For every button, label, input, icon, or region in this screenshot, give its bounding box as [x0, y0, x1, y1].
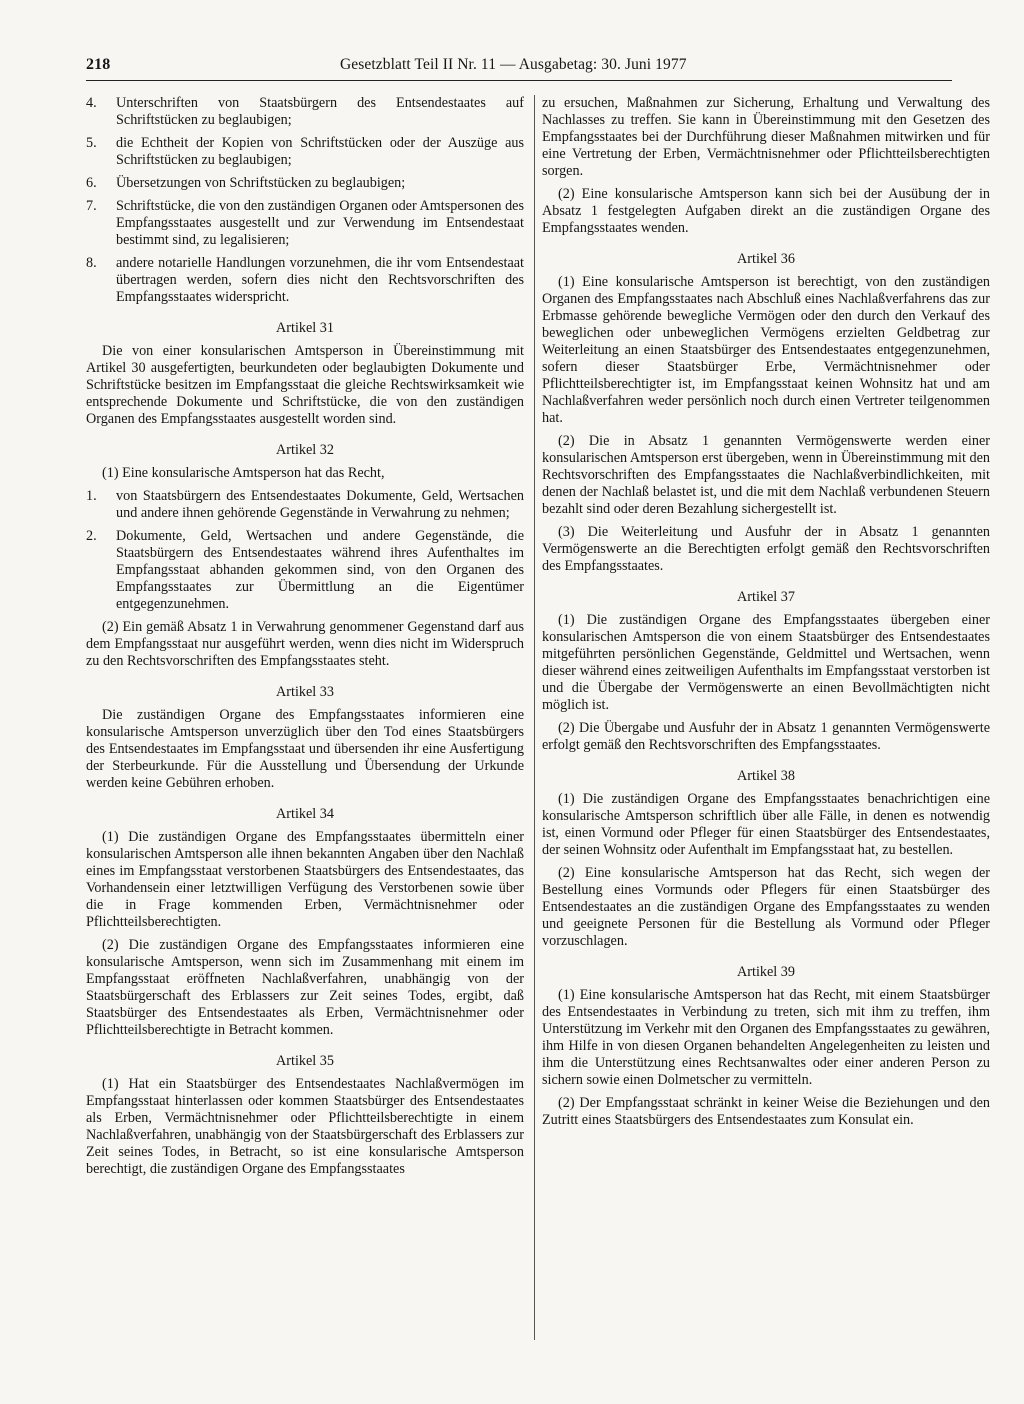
article-heading: Artikel 34 [276, 806, 334, 822]
paragraph: Die von einer konsularischen Amtsperson in Übereinstimmung mit Artikel 30 ausgefertigten, beurkundeten oder beglaubigten Dokumente und Schriftstücke besitzen im Empfangsstaat die gleiche Rechtswirksamkeit wie entsprechende Dokumente und Schriftstücke, die von den zuständigen Organen des Empfangsstaates ausgestellt worden sind. [86, 343, 524, 427]
article-heading: Artikel 36 [737, 251, 795, 267]
page-number: 218 [86, 56, 111, 73]
paragraph: (3) Die Weiterleitung und Ausfuhr der in Absatz 1 genannten Vermögenswerte an die Berechtigten erfolgt gemäß den Rechtsvorschriften des Empfangsstaates. [542, 524, 990, 574]
page-header [86, 56, 950, 80]
list-item: 4. Unterschriften von Staatsbürgern des Entsendestaates auf Schriftstücken zu beglaubigen; [86, 95, 524, 128]
list-item: 8. andere notarielle Handlungen vorzunehmen, die ihr vom Entsendestaat übertragen werden, sofern dies nicht den Rechtsvorschriften des Empfangsstaates widerspricht. [86, 255, 524, 305]
paragraph: zu ersuchen, Maßnahmen zur Sicherung, Erhaltung und Verwaltung des Nachlasses zu treffen. Sie kann in Übereinstimmung mit den Gesetzen des Empfangsstaates bei der Durchführung dieser Maßnahmen mitwirken und für eine Vertretung der Erben, Vermächtnisnehmer oder Pflichtteilsberechtigten sorgen. [542, 95, 990, 179]
article-heading: Artikel 35 [276, 1053, 334, 1069]
list-item: 1. von Staatsbürgern des Entsendestaates Dokumente, Geld, Wertsachen und andere ihnen gehörende Gegenstände in Verwahrung zu nehmen; [86, 488, 524, 521]
paragraph: (2) Ein gemäß Absatz 1 in Verwahrung genommener Gegenstand darf aus dem Empfangsstaat nur ausgeführt werden, wenn dies nicht im Widerspruch zu den Rechtsvorschriften des Empfangsstaates steht. [86, 619, 524, 669]
paragraph: Die zuständigen Organe des Empfangsstaates informieren eine konsularische Amtsperson unverzüglich über den Tod eines Staatsbürgers des Entsendestaates im Empfangsstaat und übersenden ihr eine Ausfertigung der Sterbeurkunde. Für die Ausstellung und Übersendung der Urkunde werden keine Gebühren erhoben. [86, 707, 524, 791]
list-item: 6. Übersetzungen von Schriftstücken zu beglaubigen; [86, 175, 406, 191]
paragraph: (1) Die zuständigen Organe des Empfangsstaates übermitteln einer konsularischen Amtsperson alle ihnen bekannten Angaben über den Nachlaß eines im Empfangsstaat verstorbenen Staatsbürgers des Entsendestaates, das Vorhandensein einer letztwilligen Verfügung des Verstorbenen sowie über die in Frage kommenden Erben, Vermächtnisnehmer oder Pflichtteilsberechtigten. [86, 829, 524, 930]
header-rule [86, 80, 952, 81]
article-heading: Artikel 37 [737, 589, 795, 605]
list-item: 2. Dokumente, Geld, Wertsachen und andere Gegenstände, die Staatsbürgern des Entsendestaates während ihres Aufenthaltes im Empfangsstaat abhanden gekommen sind, von den Organen des Empfangsstaates zur Übermittlung an die Eigentümer entgegenzunehmen. [86, 528, 524, 612]
article-heading: Artikel 31 [276, 320, 334, 336]
article-heading: Artikel 32 [276, 442, 334, 458]
paragraph: (2) Der Empfangsstaat schränkt in keiner Weise die Beziehungen und den Zutritt eines Staatsbürgers des Entsendestaates zum Konsulat ein. [542, 1095, 990, 1128]
list-item: 7. Schriftstücke, die von den zuständigen Organen oder Amtspersonen des Empfangsstaates ausgestellt und zur Verwendung im Entsendestaat bestimmt sind, zu legalisieren; [86, 198, 524, 248]
column-divider [534, 95, 535, 1340]
paragraph: (2) Eine konsularische Amtsperson hat das Recht, sich wegen der Bestellung eines Vormunds oder Pflegers für einen Staatsbürger des Entsendestaates an die zuständigen Organe des Empfangsstaates zu wenden und geeignete Personen für die Bestellung als Vormund oder Pfleger vorzuschlagen. [542, 865, 990, 949]
paragraph: (1) Eine konsularische Amtsperson ist berechtigt, von den zuständigen Organen des Empfangsstaates nach Abschluß eines Nachlaßverfahrens das zur Erbmasse gehörende bewegliche Vermögen oder den durch den Verkauf des beweglichen oder unbeweglichen Vermögens erzielten Geldbetrag zur Weiterleitung an einen Staatsbürger des Entsendestaates entgegenzunehmen, sofern dieser Staatsbürger Erbe, Vermächtnisnehmer oder Pflichtteilsberechtigter ist, im Empfangsstaat keinen Wohnsitz hat und am Nachlaßverfahren weder persönlich noch durch einen Vertreter teilgenommen hat. [542, 274, 990, 426]
paragraph: (1) Eine konsularische Amtsperson hat das Recht, [102, 465, 385, 481]
article-heading: Artikel 33 [276, 684, 334, 700]
article-heading: Artikel 39 [737, 964, 795, 980]
left-column [86, 95, 524, 1184]
running-title: Gesetzblatt Teil II Nr. 11 — Ausgabetag: 30. Juni 1977 [340, 56, 687, 73]
paragraph: (1) Die zuständigen Organe des Empfangsstaates übergeben einer konsularischen Amtsperson die von einem Staatsbürger des Entsendestaates mitgeführten persönlichen Gegenstände, Geldmittel und Wertsachen, wenn dieser während eines zeitweiligen Aufenthalts im Empfangsstaat verstorben ist und die Übergabe der Vermögenswerte an einen Bevollmächtigten nicht möglich ist. [542, 612, 990, 713]
paragraph: (1) Die zuständigen Organe des Empfangsstaates benachrichtigen eine konsularische Amtsperson schriftlich über alle Fälle, in denen es notwendig ist, einen Vormund oder Pfleger für einen Staatsbürger des Entsendestaates, der seinen Wohnsitz oder Aufenthalt im Empfangsstaat hat, zu bestellen. [542, 791, 990, 858]
paragraph: (2) Eine konsularische Amtsperson kann sich bei der Ausübung der in Absatz 1 festgelegten Aufgaben direkt an die zuständigen Organe des Empfangsstaates wenden. [542, 186, 990, 236]
paragraph: (2) Die zuständigen Organe des Empfangsstaates informieren eine konsularische Amtsperson, wenn sich im Zusammenhang mit einem im Empfangsstaat eröffneten Nachlaßverfahren, unabhängig von der Staatsbürgerschaft des Erblassers zur Zeit seines Todes, ergibt, daß Staatsbürger des Entsendestaates als Erben, Vermächtnisnehmer oder Pflichtteilsberechtigte in Betracht kommen. [86, 937, 524, 1038]
paragraph: (2) Die Übergabe und Ausfuhr der in Absatz 1 genannten Vermögenswerte erfolgt gemäß den Rechtsvorschriften des Empfangsstaates. [542, 720, 990, 753]
paragraph: (1) Hat ein Staatsbürger des Entsendestaates Nachlaßvermögen im Empfangsstaat hinterlassen oder kommen Staatsbürger des Entsendestaates als Erben, Vermächtnisnehmer oder Pflichtteilsberechtigte in einem Nachlaßverfahren, unabhängig von der Staatsbürgerschaft des Erblassers zur Zeit seines Todes, in Betracht, so ist eine konsularische Amtsperson berechtigt, die zuständigen Organe des Empfangsstaates [86, 1076, 524, 1177]
paragraph: (1) Eine konsularische Amtsperson hat das Recht, mit einem Staatsbürger des Entsendestaates in Verbindung zu treten, sich mit ihm zu treffen, ihm Unterstützung im Verkehr mit den Organen des Empfangsstaates zu gewähren, ihm Hilfe in von diesen Organen behandelten Angelegenheiten zu leisten und ihm die Unterstützung eines Rechtsanwaltes oder einer anderen Person zu sichern sowie einen Dolmetscher zu vermitteln. [542, 987, 990, 1088]
paragraph: (2) Die in Absatz 1 genannten Vermögenswerte werden einer konsularischen Amtsperson erst übergeben, wenn in Übereinstimmung mit den Rechtsvorschriften des Empfangsstaates die Nachlaßverbindlichkeiten, mit denen der Nachlaß belastet ist, und die mit dem Nachlaß verbundenen Steuern bezahlt sind oder deren Bezahlung sichergestellt ist. [542, 433, 990, 517]
right-column [542, 95, 990, 1135]
list-item: 5. die Echtheit der Kopien von Schriftstücken oder der Auszüge aus Schriftstücken zu beglaubigen; [86, 135, 524, 168]
article-heading: Artikel 38 [737, 768, 795, 784]
